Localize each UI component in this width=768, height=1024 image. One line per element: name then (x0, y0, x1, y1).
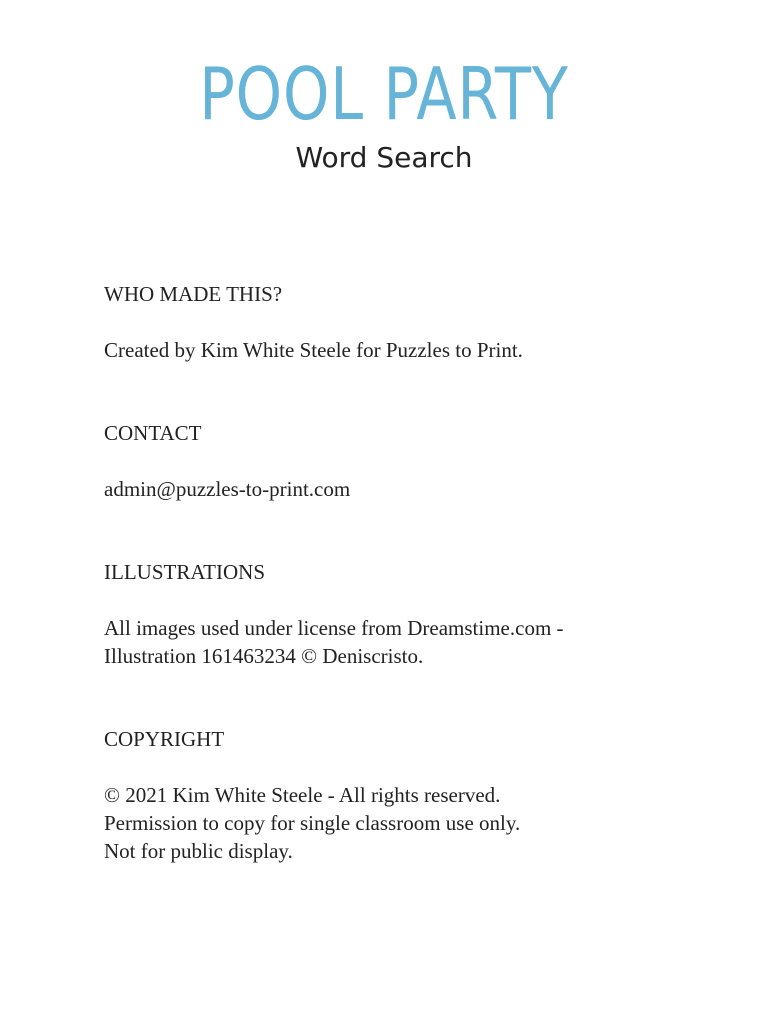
section-contact (104, 419, 704, 503)
body-line: © 2021 Kim White Steele - All rights reserved. (104, 783, 501, 807)
contact-email: admin@puzzles-to-print.com (104, 477, 351, 501)
body-line: All images used under license from Dreamstime.com - (104, 616, 564, 640)
section-body (104, 336, 704, 364)
page-subtitle: Word Search (295, 141, 473, 174)
section-heading: CONTACT (104, 421, 202, 445)
body-line: Permission to copy for single classroom use only. (104, 811, 521, 835)
section-body (104, 475, 704, 503)
section-heading: WHO MADE THIS? (104, 282, 283, 306)
section-heading: ILLUSTRATIONS (104, 560, 265, 584)
body-line: Created by Kim White Steele for Puzzles to Print. (104, 338, 523, 362)
body-line: Illustration 161463234 © Deniscristo. (104, 644, 424, 668)
section-copyright (104, 725, 704, 865)
section-illustrations (104, 558, 704, 670)
section-body (104, 614, 704, 670)
section-who-made-this (104, 280, 704, 364)
page-title: POOL PARTY (199, 52, 569, 136)
body-line: Not for public display. (104, 839, 293, 863)
section-heading: COPYRIGHT (104, 727, 225, 751)
credits-content (104, 280, 704, 920)
section-body (104, 781, 704, 865)
